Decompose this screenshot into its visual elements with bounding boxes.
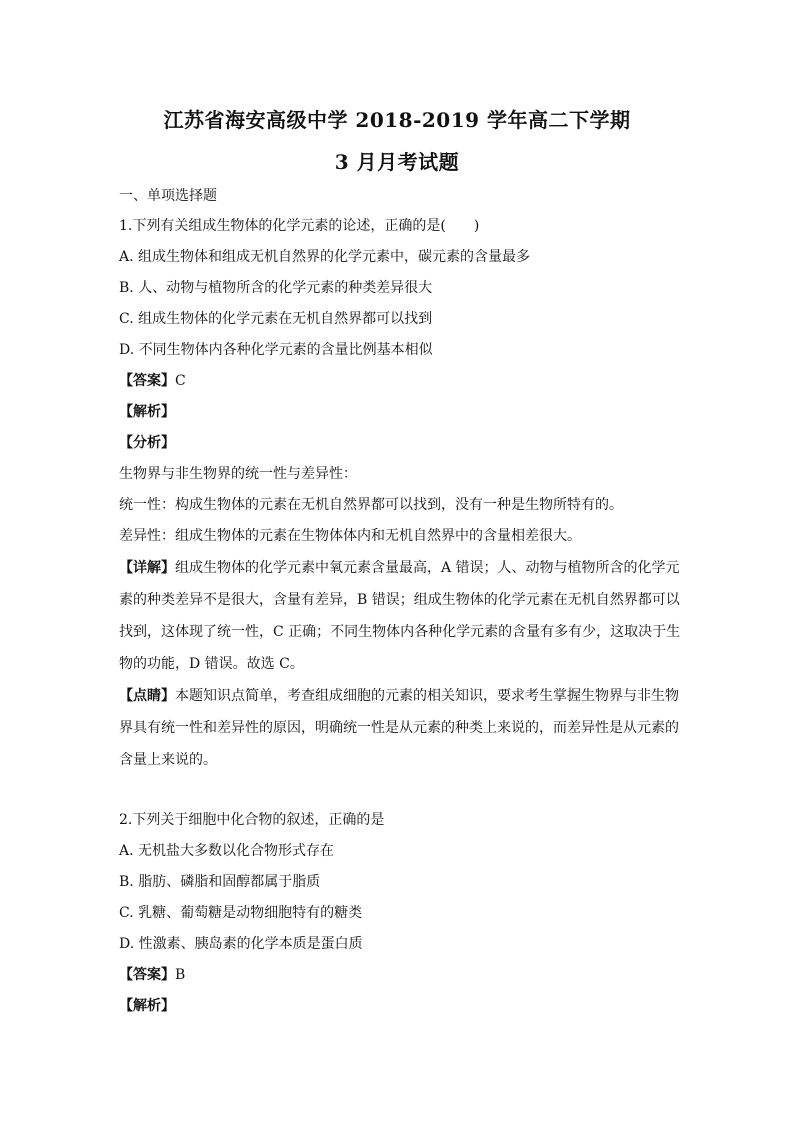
q1-detail-label: 【详解】 [119,560,175,576]
q1-analysis-label: 【解析】 [119,404,175,420]
q1-option-c: C. 组成生物体的化学元素在无机自然界都可以找到 [119,311,433,327]
q2-answer-label: 【答案】 [119,967,175,983]
document-title-line1: 江苏省海安高级中学 2018-2019 学年高二下学期 [163,108,631,132]
q2-stem: 2.下列关于细胞中化合物的叙述，正确的是 [119,812,385,828]
q1-option-a: A. 组成生物体和组成无机自然界的化学元素中，碳元素的含量最多 [119,249,531,265]
q2-option-a: A. 无机盐大多数以化合物形式存在 [119,843,335,859]
q1-fenxi-label: 【分析】 [119,435,175,451]
q1-comment-text-1: 本题知识点简单，考查组成细胞的元素的相关知识，要求考生掌握生物界与非生物 [175,688,679,704]
q1-option-b: B. 人、动物与植物所含的化学元素的种类差异很大 [119,280,433,296]
q1-detail-line-3: 找到，这体现了统一性，C 正确；不同生物体内各种化学元素的含量有多有少，这取决于生 [119,624,681,640]
q1-fenxi-line-1: 生物界与非生物界的统一性与差异性： [119,466,357,482]
document-title-line2: 3 月月考试题 [334,150,460,174]
section-heading: 一、单项选择题 [119,188,217,204]
q1-detail-text-1: 组成生物体的化学元素中氧元素含量最高，A 错误；人、动物与植物所含的化学元 [175,560,680,576]
q1-comment-line-2: 界具有统一性和差异性的原因，明确统一性是从元素的种类上来说的，而差异性是从元素的 [119,720,679,736]
q1-detail-line-2: 素的种类差异不是很大，含量有差异，B 错误；组成生物体的化学元素在无机自然界都可以 [119,592,680,608]
q1-detail-line-4: 物的功能，D 错误。故选 C。 [119,656,304,672]
q2-answer [119,965,185,985]
q1-fenxi-line-3: 差异性：组成生物体的元素在生物体体内和无机自然界中的含量相差很大。 [119,528,581,544]
q1-comment-label: 【点睛】 [119,688,175,704]
q1-answer [119,371,186,391]
q2-analysis-label: 【解析】 [119,998,175,1014]
q1-detail-line-1 [119,558,680,578]
q1-option-d: D. 不同生物体内各种化学元素的含量比例基本相似 [119,342,433,358]
q2-option-b: B. 脂肪、磷脂和固醇都属于脂质 [119,874,321,890]
q1-answer-label: 【答案】 [119,373,175,389]
q1-stem: 1.下列有关组成生物体的化学元素的论述，正确的是( ) [119,218,480,234]
q1-comment-line-1 [119,686,679,706]
q1-comment-line-3: 含量上来说的。 [119,752,217,768]
q2-answer-value: B [175,967,186,983]
q2-option-c: C. 乳糖、葡萄糖是动物细胞特有的糖类 [119,905,363,921]
q2-option-d: D. 性激素、胰岛素的化学本质是蛋白质 [119,936,363,952]
q1-fenxi-line-2: 统一性：构成生物体的元素在无机自然界都可以找到，没有一种是生物所特有的。 [119,497,623,513]
q1-answer-value: C [175,373,186,389]
